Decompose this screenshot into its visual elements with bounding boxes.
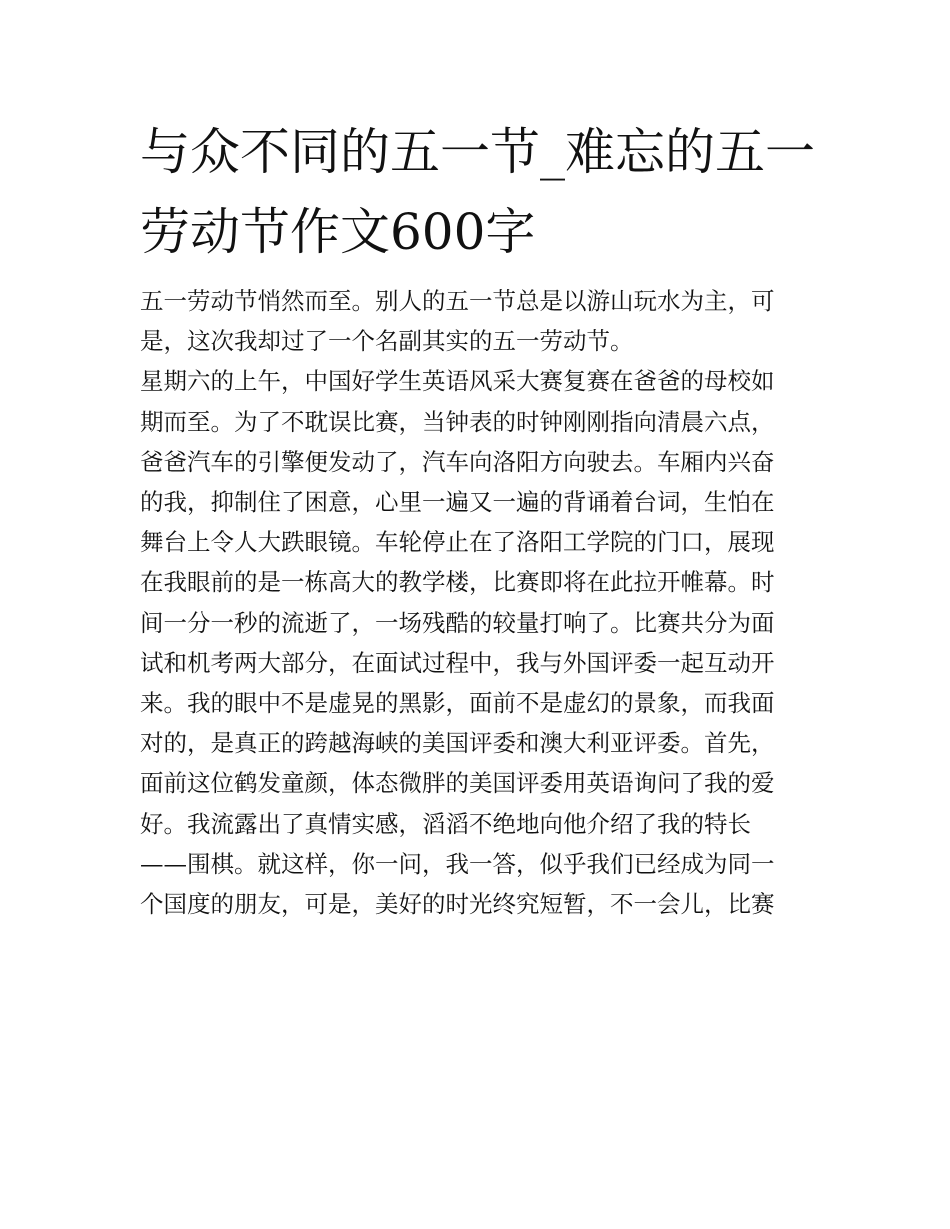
text-line: 舞台上令人大跌眼镜。车轮停止在了洛阳工学院的门口，展现 bbox=[140, 528, 775, 557]
text-line: 的我，抑制住了困意，心里一遍又一遍的背诵着台词，生怕在 bbox=[140, 488, 775, 517]
text-line: 好。我流露出了真情实感，滔滔不绝地向他介绍了我的特长 bbox=[140, 809, 751, 838]
paragraph bbox=[140, 281, 820, 361]
text-line: 期而至。为了不耽误比赛，当钟表的时钟刚刚指向清晨六点， bbox=[140, 407, 775, 436]
text-line: 间一分一秒的流逝了，一场残酷的较量打响了。比赛共分为面 bbox=[140, 608, 775, 637]
text-line: 个国度的朋友，可是，美好的时光终究短暂，不一会儿，比赛 bbox=[140, 890, 775, 919]
text-line: 五一劳动节悄然而至。别人的五一节总是以游山玩水为主，可 bbox=[140, 287, 775, 315]
document-body bbox=[140, 281, 820, 924]
text-line: 来。我的眼中不是虚晃的黑影，面前不是虚幻的景象，而我面 bbox=[140, 689, 775, 718]
text-line: 星期六的上午，中国好学生英语风采大赛复赛在爸爸的母校如 bbox=[140, 367, 775, 396]
text-line: 爸爸汽车的引擎便发动了，汽车向洛阳方向驶去。车厢内兴奋 bbox=[140, 447, 775, 476]
text-line: 对的，是真正的跨越海峡的美国评委和澳大利亚评委。首先， bbox=[140, 729, 775, 758]
title-line: 劳动节作文600字 bbox=[140, 203, 536, 261]
text-line: 试和机考两大部分，在面试过程中，我与外国评委一起互动开 bbox=[140, 648, 775, 677]
text-line: 在我眼前的是一栋高大的教学楼，比赛即将在此拉开帷幕。时 bbox=[140, 568, 775, 597]
text-line: 面前这位鹤发童颜，体态微胖的美国评委用英语询问了我的爱 bbox=[140, 769, 775, 798]
text-line: 是，这次我却过了一个名副其实的五一劳动节。 bbox=[140, 327, 634, 356]
title-line: 与众不同的五一节_难忘的五一 bbox=[140, 123, 815, 181]
text-line: ——围棋。就这样，你一问，我一答，似乎我们已经成为同一 bbox=[140, 849, 775, 878]
paragraph bbox=[140, 361, 820, 924]
document-title bbox=[140, 112, 820, 272]
